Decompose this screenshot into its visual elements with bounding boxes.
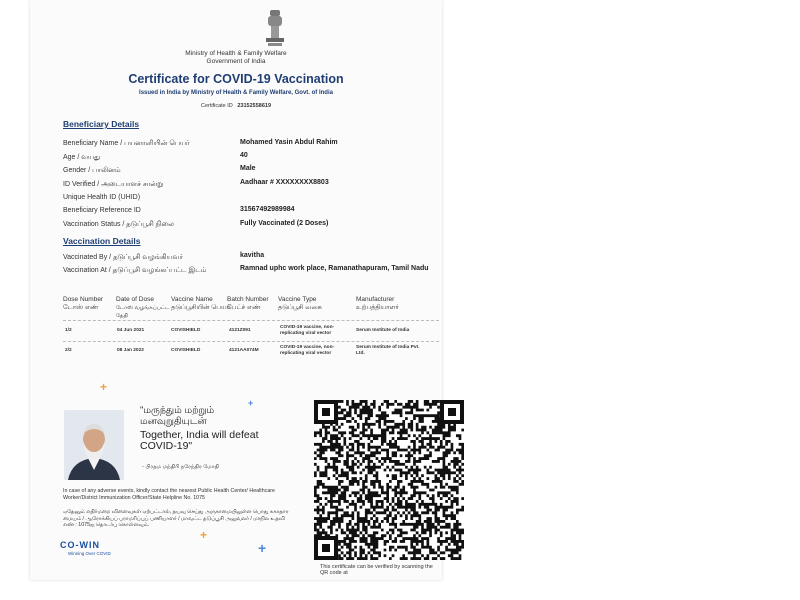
quote-attribution: - பிரதம மந்திரி நரேந்திர மோதி xyxy=(142,464,220,470)
dose-2-vaccine-name: COVISHIELD xyxy=(171,348,201,353)
cowin-logo: CO-WIN xyxy=(60,540,100,550)
vaccinated-at-label: Vaccination At / தடுப்பூசி வழங்கப்பட்ட இடம் xyxy=(63,267,207,274)
uhid-label: Unique Health ID (UHID) xyxy=(63,194,141,201)
plus-decoration-icon: + xyxy=(200,528,208,542)
vaccinated-by-label: Vaccinated By / தடுப்பூசி வழங்கியவர் xyxy=(63,254,183,261)
certificate-id-line xyxy=(30,103,442,109)
ministry-line-2: Government of India xyxy=(206,58,266,65)
table-header-manufacturer: Manufacturer உற்பத்தியாளர் xyxy=(356,296,399,311)
ministry-line-1: Ministry of Health & Family Welfare xyxy=(185,50,287,57)
gender-label: Gender / பாலினம் xyxy=(63,167,121,174)
vaccinated-at-value: Ramnad uphc work place, Ramanathapuram, Tamil Nadu xyxy=(240,265,429,272)
plus-decoration-icon: + xyxy=(248,398,254,408)
table-header-dose-number: Dose Number டோஸ் எண் xyxy=(63,296,104,311)
dose-2-date: 08 Jan 2022 xyxy=(117,348,144,353)
gender-value: Male xyxy=(240,165,256,172)
certificate-id-value: 23152558619 xyxy=(237,103,272,109)
beneficiary-name-value: Mohamed Yasin Abdul Rahim xyxy=(240,139,338,146)
vaccinated-by-value: kavitha xyxy=(240,252,265,259)
id-verified-label: ID Verified / அடையாளச் சான்று xyxy=(63,181,164,188)
quote-tamil: "மருந்தும் மற்றும் மனவுறுதியுடன் xyxy=(140,405,215,427)
plus-decoration-icon: + xyxy=(100,380,108,394)
dose-1-manufacturer: Serum Institute of India xyxy=(356,328,410,333)
id-verified-value: Aadhaar # XXXXXXXX8803 xyxy=(240,179,329,186)
table-row-divider xyxy=(63,341,439,342)
table-divider xyxy=(63,320,439,321)
age-value: 40 xyxy=(240,152,248,159)
plus-decoration-icon: + xyxy=(258,540,267,556)
dose-2-batch: 4121AA074M xyxy=(229,348,259,353)
table-header-vaccine-name: Vaccine Name தடுப்பூசியின் பெயர் xyxy=(171,296,231,311)
issued-by: Issued in India by Ministry of Health & Family Welfare, Govt. of India xyxy=(139,90,333,96)
beneficiary-name-label: Beneficiary Name / பயனாளியின் பெயர் xyxy=(63,140,190,147)
dose-1-batch: 4121Z091 xyxy=(229,328,251,333)
reference-id-value: 31567492989984 xyxy=(240,206,295,213)
table-header-vaccine-type: Vaccine Type தடுப்பூசி வகை xyxy=(278,296,322,311)
helpline-tamil: ஏதேனும் எதிர்மறை விளைவுகள் ஏற்பட்டால், தயவு செய்து அருகாமையிலுள்ள பொது சுகாதார மையம் / ஆரோக்கியப் பராமரிப்புப் பணியாளர் / மாவட்ட தடுப்பூசி அலுவலர் / மாநில உதவி எண் : 1075ஐ தொடர்பு கொள்ளவும். xyxy=(63,509,289,528)
qr-code xyxy=(314,400,464,560)
age-label: Age / வயது xyxy=(63,154,101,161)
certificate-title: Certificate for COVID-19 Vaccination xyxy=(128,72,344,86)
pm-portrait xyxy=(64,410,124,480)
table-header-batch-number: Batch Number பேட்ச் எண் xyxy=(227,296,269,311)
dose-2-number: 2/2 xyxy=(65,348,72,353)
dose-2-vaccine-type: COVID-19 vaccine, non-replicating viral vector xyxy=(280,345,335,356)
certificate-id-label: Certificate ID xyxy=(200,103,233,109)
beneficiary-section-title: Beneficiary Details xyxy=(63,119,140,129)
national-emblem-icon xyxy=(262,8,288,48)
vaccination-status-label: Vaccination Status / தடுப்பூசி நிலை xyxy=(63,221,174,228)
quote-english: Together, India will defeat COVID-19" xyxy=(140,429,259,452)
dose-1-date: 04 Jun 2021 xyxy=(117,328,145,333)
dose-2-manufacturer: Serum Institute of India Pvt. Ltd. xyxy=(356,345,420,356)
dose-1-vaccine-type: COVID-19 vaccine, non-replicating viral vector xyxy=(280,325,335,336)
helpline-english: In case of any adverse events, kindly contact the nearest Public Health Center/ Healthcare Worker/District Immunization Officer/State Helpline No. 1075 xyxy=(63,488,275,501)
dose-1-vaccine-name: COVISHIELD xyxy=(171,328,201,333)
dose-1-number: 1/2 xyxy=(65,328,72,333)
certificate-page xyxy=(30,0,442,580)
verify-text: This certificate can be verified by scanning the QR code at xyxy=(320,564,433,576)
vaccination-status-value: Fully Vaccinated (2 Doses) xyxy=(240,220,329,227)
cowin-tagline: Winning Over COVID xyxy=(68,551,111,556)
reference-id-label: Beneficiary Reference ID xyxy=(63,207,141,214)
vaccination-section-title: Vaccination Details xyxy=(63,236,141,246)
table-header-date-of-dose: Date of Dose டோஸ் வழங்கப்பட்ட தேதி xyxy=(116,296,170,319)
